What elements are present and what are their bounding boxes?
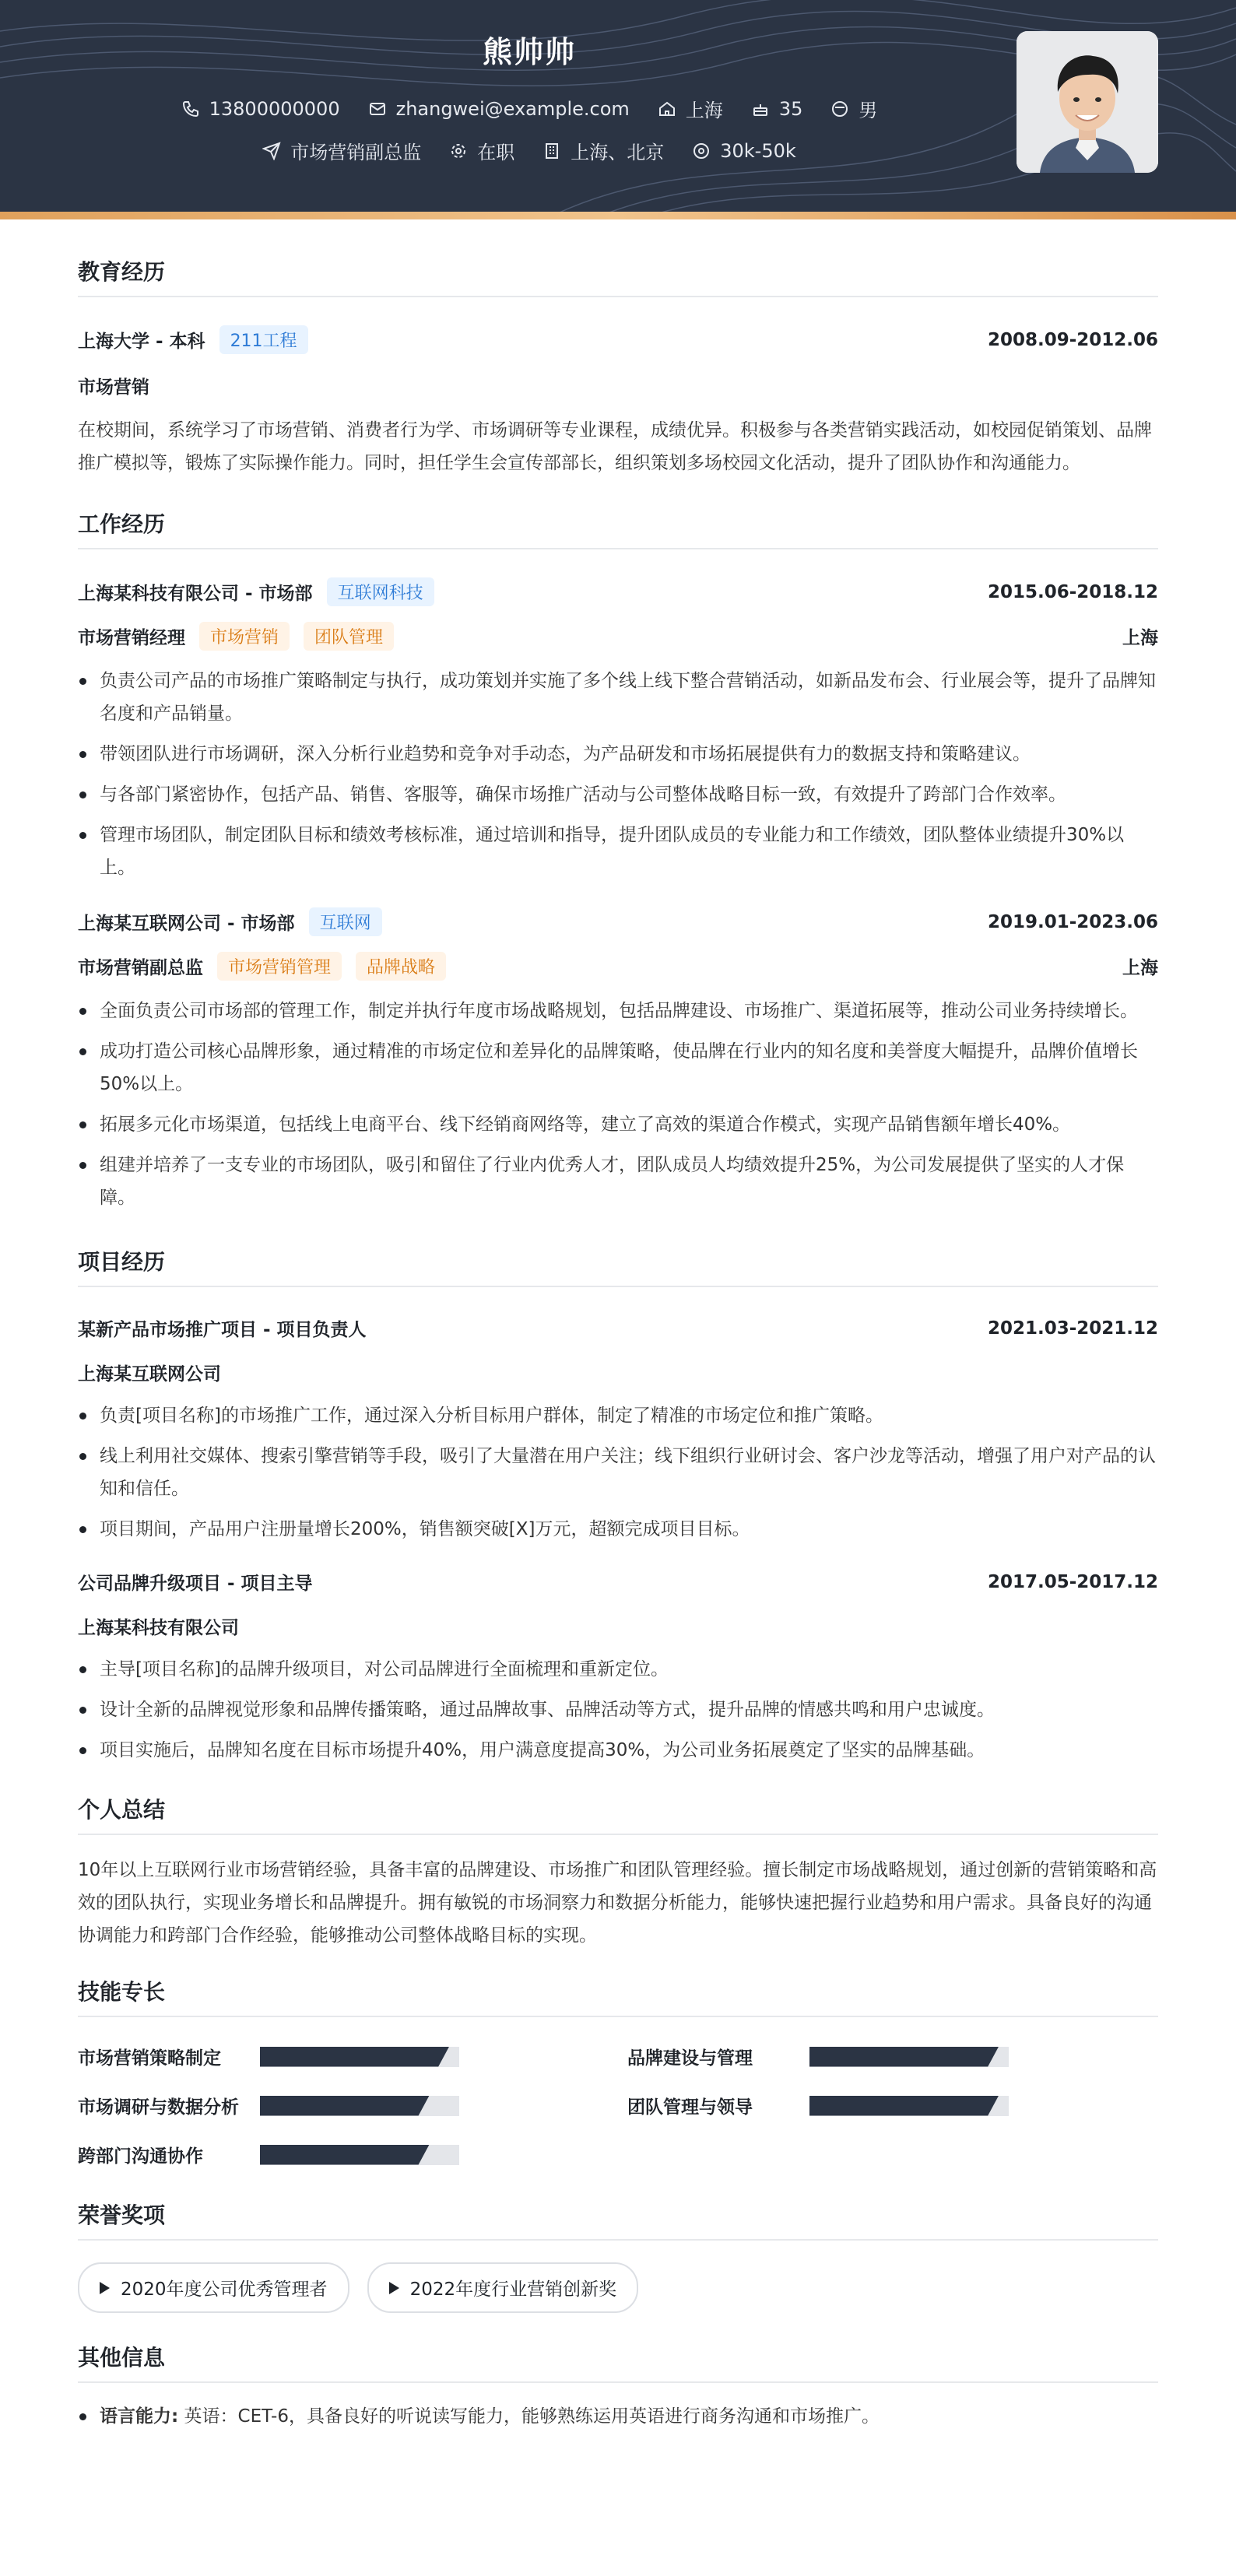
work-title: 工作经历 — [78, 507, 1158, 549]
status-info — [449, 137, 514, 164]
skill-name: 市场调研与数据分析 — [78, 2097, 239, 2118]
skill-tag: 市场营销 — [199, 622, 290, 651]
company-name: 上海某互联网公司 - 市场部 — [78, 914, 295, 934]
education-title: 教育经历 — [78, 255, 1158, 297]
person-icon — [830, 100, 849, 118]
list-item: 拓展多元化市场渠道，包括线上电商平台、线下经销商网络等，建立了高效的渠道合作模式，实现产品销售额年增长40%。 — [78, 1108, 1158, 1141]
skill-item — [627, 2093, 1158, 2118]
skill-item — [627, 2044, 1158, 2069]
award-label: 2022年度行业营销创新奖 — [409, 2279, 617, 2300]
phone-text: 13800000000 — [209, 97, 340, 120]
skill-bar — [260, 2145, 459, 2165]
projects-section — [78, 1245, 1158, 1767]
list-item: 成功打造公司核心品牌形象，通过精准的市场定位和差异化的品牌策略，使品牌在行业内的知名度和美誉度大幅提升，品牌价值增长50%以上。 — [78, 1035, 1158, 1100]
job-company-group — [78, 907, 382, 936]
job-role: 市场营销副总监 — [78, 958, 203, 978]
skills-section — [78, 1975, 1158, 2167]
other-section — [78, 2341, 1158, 2433]
skill-tag: 市场营销管理 — [217, 952, 342, 981]
phone-icon — [181, 100, 200, 118]
job-intent-row — [0, 137, 1059, 164]
school-tag: 211工程 — [219, 325, 308, 354]
project-header — [78, 1315, 1158, 1341]
summary-section — [78, 1793, 1158, 1952]
skills-title: 技能专长 — [78, 1975, 1158, 2017]
summary-title: 个人总结 — [78, 1793, 1158, 1835]
profile-photo — [1017, 31, 1158, 173]
skill-name: 团队管理与领导 — [627, 2097, 753, 2118]
summary-text: 10年以上互联网行业市场营销经验，具备丰富的品牌建设、市场推广和团队管理经验。擅长制定市场战略规划，通过创新的营销策略和高效的团队执行，实现业务增长和品牌提升。拥有敏锐的市场洞察力和数据分析能力，能够快速把握行业趋势和用户需求。具备良好的沟通协调能力和跨部门合作经验，能够推动公司整体战略目标的实现。 — [78, 1860, 1157, 1946]
education-description: 在校期间，系统学习了市场营销、消费者行为学、市场调研等专业课程，成绩优异。积极参与各类营销实践活动，如校园促销策划、品牌推广模拟等，锻炼了实际操作能力。同时，担任学生会宣传部部长，组织策划多场校园文化活动，提升了团队协作和沟通能力。 — [78, 420, 1152, 473]
project-bullets — [78, 1653, 1158, 1767]
company-name: 上海某科技有限公司 - 市场部 — [78, 584, 313, 604]
skill-name: 市场营销策略制定 — [78, 2048, 221, 2069]
education-section — [78, 255, 1158, 479]
play-icon — [389, 2282, 399, 2294]
list-item: 主导[项目名称]的品牌升级项目，对公司品牌进行全面梳理和重新定位。 — [78, 1653, 1158, 1686]
skill-tag: 品牌战略 — [356, 952, 446, 981]
other-text: 英语：CET-6，具备良好的听说读写能力，能够熟练运用英语进行商务沟通和市场推广。 — [184, 2406, 880, 2427]
skill-bar — [260, 2096, 459, 2116]
gender-text: 男 — [859, 100, 878, 121]
skill-name: 品牌建设与管理 — [627, 2048, 753, 2069]
avatar — [1017, 31, 1158, 173]
job-date: 2019.01-2023.06 — [987, 911, 1158, 932]
skill-item — [78, 2044, 627, 2069]
mail-icon — [368, 100, 387, 118]
status-text: 在职 — [477, 142, 515, 163]
locations-text: 上海、北京 — [571, 142, 665, 163]
skill-bar-fill — [260, 2145, 430, 2165]
awards-title: 荣誉奖项 — [78, 2199, 1158, 2241]
school-name: 上海大学 - 本科 — [78, 332, 205, 352]
skill-bar-fill — [809, 2096, 999, 2116]
skill-bar-fill — [809, 2047, 999, 2067]
salary-info — [692, 140, 796, 162]
job-header — [78, 907, 1158, 936]
list-item: 线上利用社交媒体、搜索引擎营销等手段，吸引了大量潜在用户关注；线下组织行业研讨会、客户沙龙等活动，增强了用户对产品的认知和信任。 — [78, 1440, 1158, 1505]
gender-info — [830, 95, 877, 122]
award-chip — [367, 2262, 639, 2313]
job-company-group — [78, 577, 434, 606]
education-school-group — [78, 325, 308, 354]
age-text: 35 — [778, 97, 803, 120]
other-label: 语言能力: — [100, 2406, 179, 2427]
award-label: 2020年度公司优秀管理者 — [121, 2279, 328, 2300]
position-info — [262, 137, 421, 164]
home-icon — [658, 100, 676, 118]
list-item: 设计全新的品牌视觉形象和品牌传播策略，通过品牌故事、品牌活动等方式，提升品牌的情感共鸣和用户忠诚度。 — [78, 1693, 1158, 1726]
list-item: 管理市场团队，制定团队目标和绩效考核标准，通过培训和指导，提升团队成员的专业能力和工作绩效，团队整体业绩提升30%以上。 — [78, 819, 1158, 884]
contact-row — [0, 95, 1059, 122]
gear-icon — [449, 142, 468, 160]
project-header — [78, 1569, 1158, 1595]
project-name: 某新产品市场推广项目 - 项目负责人 — [78, 1320, 367, 1340]
email-info — [368, 98, 630, 120]
job-role-row — [78, 952, 1158, 981]
header-accent-line — [0, 212, 1236, 219]
job-bullets — [78, 665, 1158, 884]
send-icon — [262, 142, 281, 160]
job-header — [78, 577, 1158, 606]
phone-info — [181, 98, 340, 120]
list-item: 项目实施后，品牌知名度在目标市场提升40%，用户满意度提高30%，为公司业务拓展奠定了坚实的品牌基础。 — [78, 1734, 1158, 1767]
other-title: 其他信息 — [78, 2341, 1158, 2383]
age-info — [751, 98, 803, 120]
job-entry — [78, 577, 1158, 884]
list-item: 与各部门紧密协作，包括产品、销售、客服等，确保市场推广活动与公司整体战略目标一致，有效提升了跨部门合作效率。 — [78, 778, 1158, 811]
project-date: 2017.05-2017.12 — [987, 1571, 1158, 1592]
award-chip — [78, 2262, 349, 2313]
project-bullets — [78, 1399, 1158, 1546]
job-role-row — [78, 622, 1158, 651]
job-role-group — [78, 952, 446, 981]
play-icon — [100, 2282, 110, 2294]
skill-name: 跨部门沟通协作 — [78, 2146, 203, 2167]
education-date: 2008.09-2012.06 — [987, 329, 1158, 350]
skill-bar — [260, 2047, 459, 2067]
awards-list — [78, 2262, 1158, 2313]
list-item: 带领团队进行市场调研，深入分析行业趋势和竞争对手动态，为产品研发和市场拓展提供有力的数据支持和策略建议。 — [78, 738, 1158, 770]
job-date: 2015.06-2018.12 — [987, 581, 1158, 602]
education-header — [78, 325, 1158, 354]
list-item: 组建并培养了一支专业的市场团队，吸引和留住了行业内优秀人才，团队成员人均绩效提升25%，为公司发展提供了坚实的人才保障。 — [78, 1149, 1158, 1214]
project-name: 公司品牌升级项目 - 项目主导 — [78, 1574, 313, 1594]
project-entry — [78, 1315, 1158, 1546]
skills-grid — [78, 2044, 1158, 2167]
job-role-group — [78, 622, 394, 651]
salary-text: 30k-50k — [720, 139, 796, 162]
awards-section — [78, 2199, 1158, 2313]
position-text: 市场营销副总监 — [290, 142, 422, 163]
project-company: 上海某科技有限公司 — [78, 1618, 239, 1638]
skill-item — [78, 2093, 627, 2118]
coin-icon — [692, 142, 711, 160]
resume-header — [0, 0, 1236, 219]
project-entry — [78, 1569, 1158, 1767]
list-item: 项目期间，产品用户注册量增长200%，销售额突破[X]万元，超额完成项目目标。 — [78, 1513, 1158, 1546]
job-city: 上海 — [1122, 628, 1158, 648]
major: 市场营销 — [78, 377, 149, 398]
skill-bar-fill — [260, 2096, 430, 2116]
skill-item — [78, 2142, 627, 2167]
skill-bar-fill — [260, 2047, 449, 2067]
list-item — [78, 2400, 1158, 2433]
email-text: zhangwei@example.com — [395, 97, 630, 120]
skill-bar — [809, 2047, 1009, 2067]
list-item: 负责公司产品的市场推广策略制定与执行，成功策划并实施了多个线上线下整合营销活动，如新品发布会、行业展会等，提升了品牌知名度和产品销量。 — [78, 665, 1158, 730]
industry-tag: 互联网科技 — [327, 577, 434, 606]
list-item: 负责[项目名称]的市场推广工作，通过深入分析目标用户群体，制定了精准的市场定位和推广策略。 — [78, 1399, 1158, 1432]
work-section — [78, 507, 1158, 1214]
locations-info — [543, 137, 664, 164]
job-entry — [78, 907, 1158, 1214]
building-icon — [543, 142, 561, 160]
project-date: 2021.03-2021.12 — [987, 1318, 1158, 1339]
city-info — [658, 95, 723, 122]
industry-tag: 互联网 — [309, 907, 382, 936]
job-role: 市场营销经理 — [78, 628, 185, 648]
candidate-name: 熊帅帅 — [482, 35, 576, 69]
resume-body — [78, 219, 1158, 2441]
skill-tag: 团队管理 — [304, 622, 394, 651]
project-company: 上海某互联网公司 — [78, 1364, 221, 1385]
other-list — [78, 2400, 1158, 2433]
job-bullets — [78, 995, 1158, 1214]
city-text: 上海 — [685, 100, 723, 121]
projects-title: 项目经历 — [78, 1245, 1158, 1287]
skill-bar — [809, 2096, 1009, 2116]
list-item: 全面负责公司市场部的管理工作，制定并执行年度市场战略规划，包括品牌建设、市场推广、渠道拓展等，推动公司业务持续增长。 — [78, 995, 1158, 1027]
cake-icon — [751, 100, 770, 118]
job-city: 上海 — [1122, 958, 1158, 978]
